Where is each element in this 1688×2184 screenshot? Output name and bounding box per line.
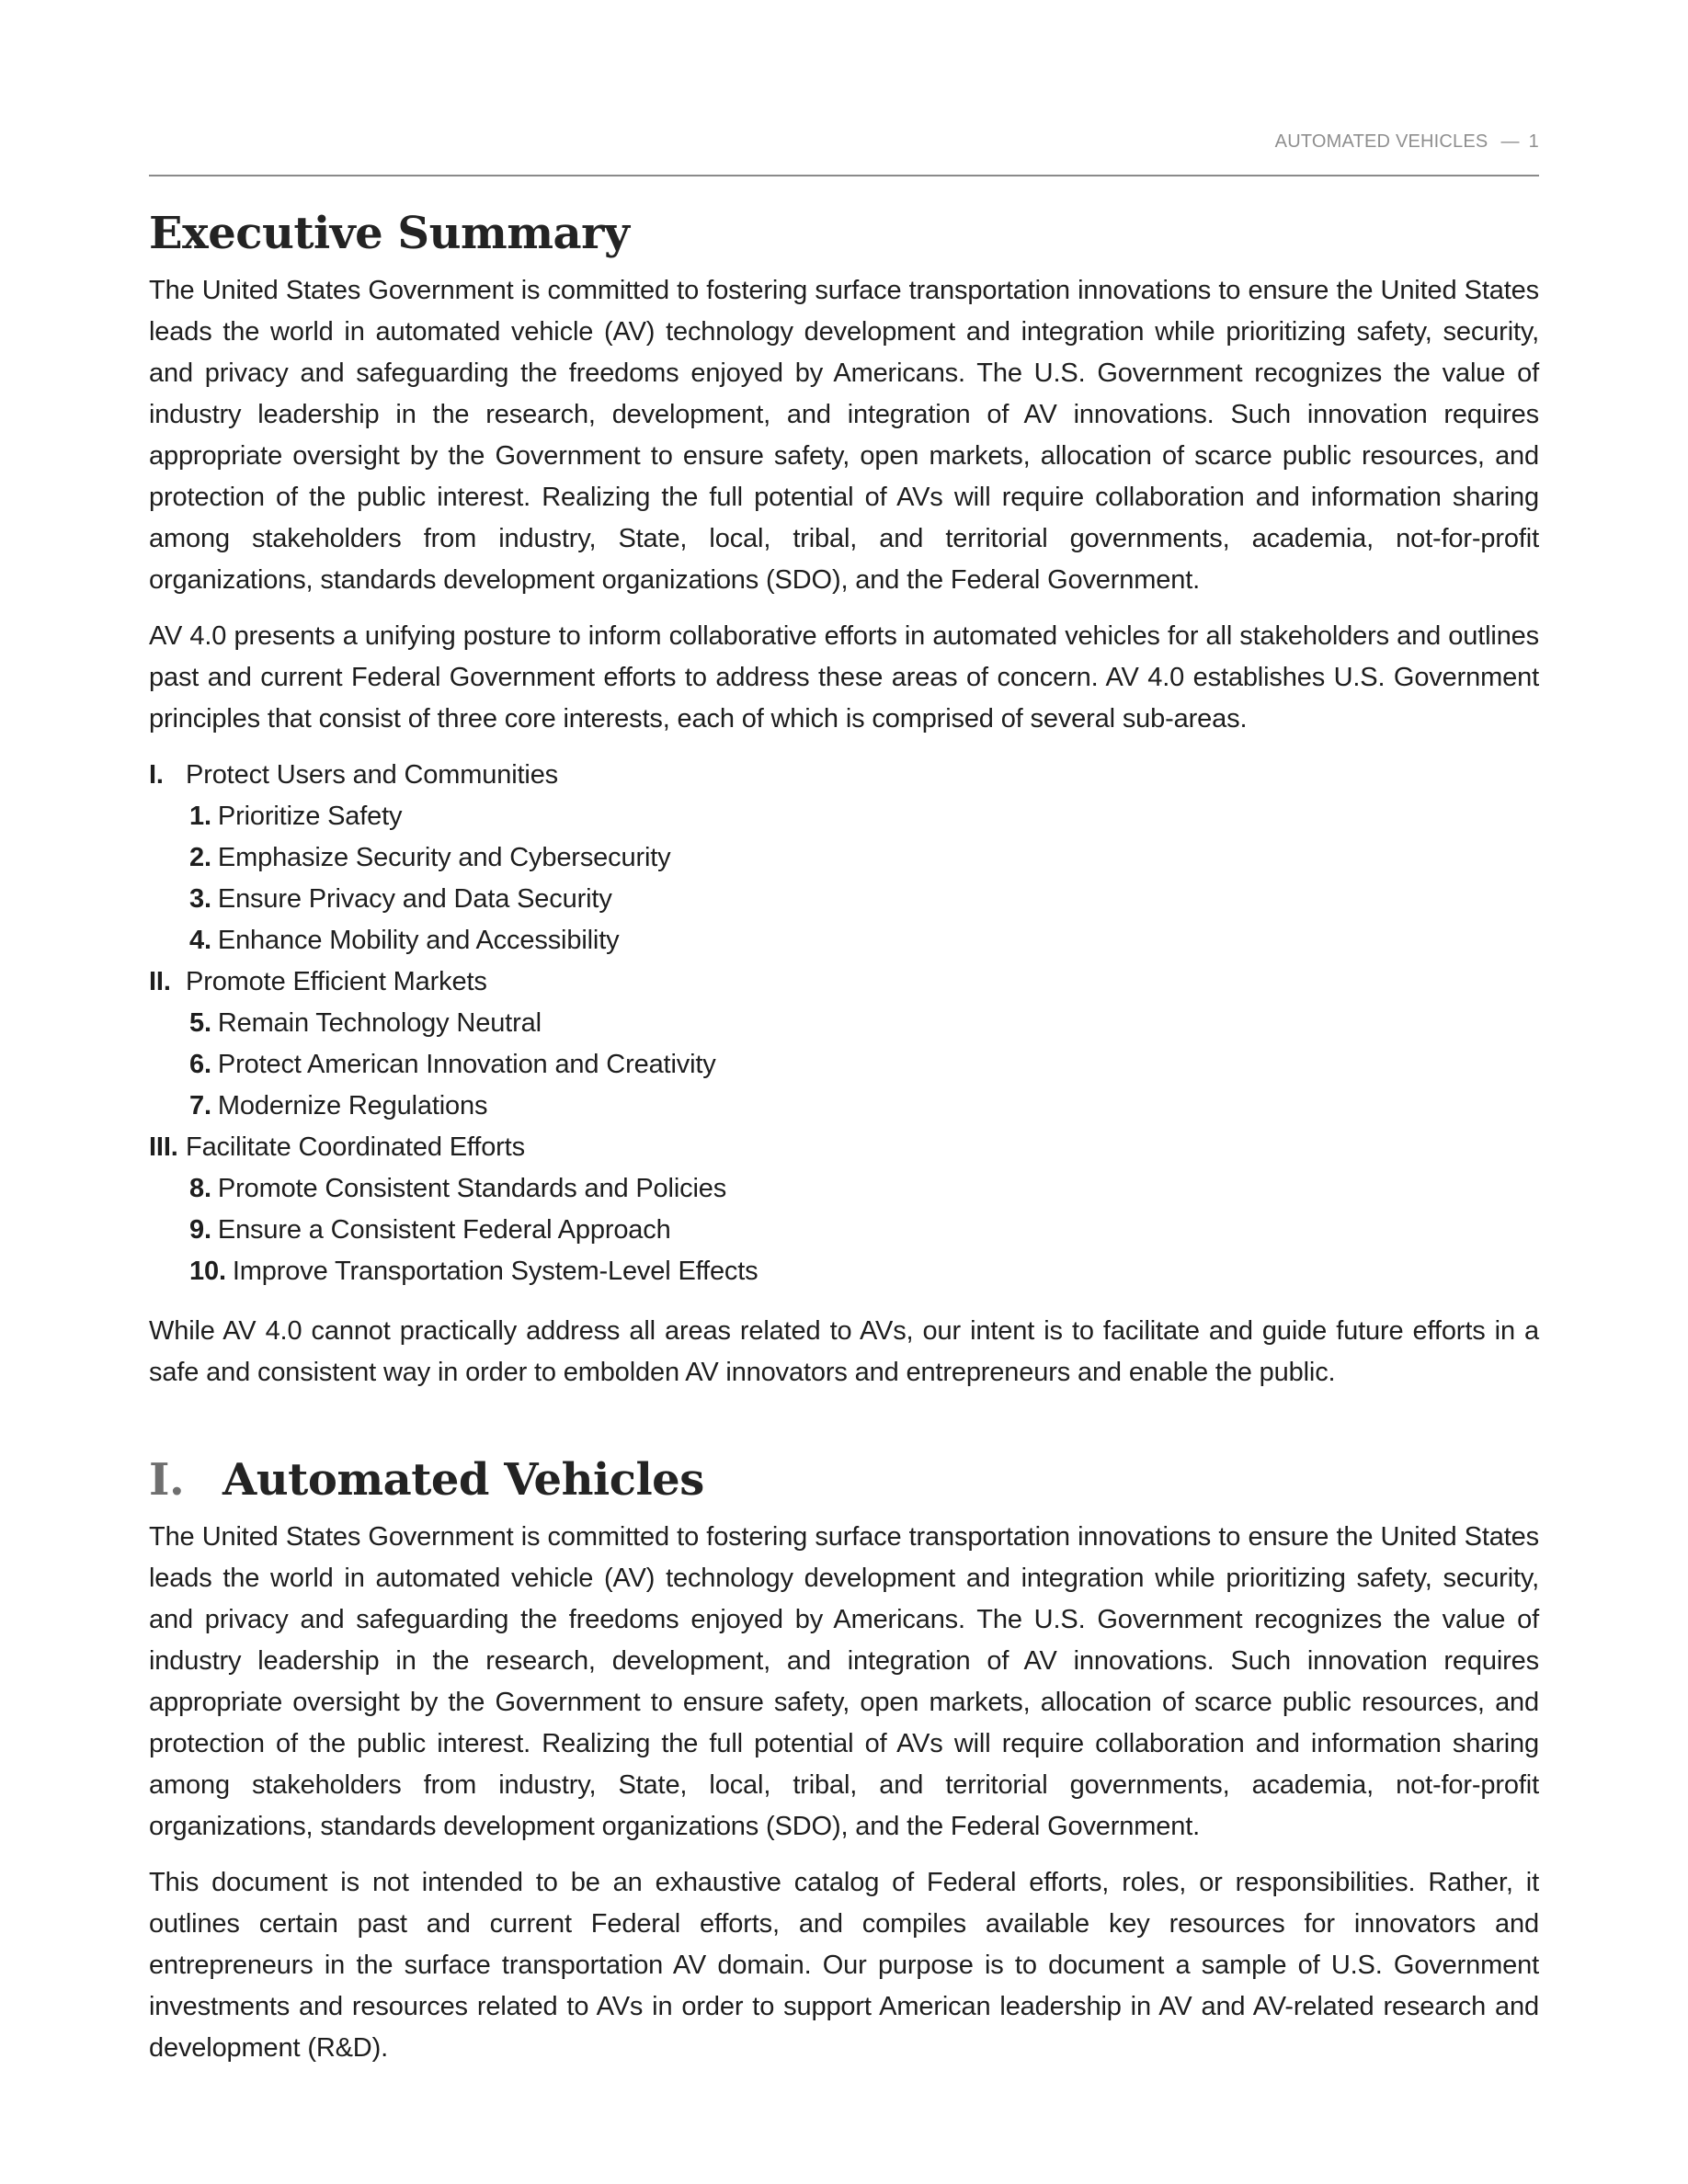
outline-label: Improve Transportation System-Level Effects bbox=[232, 1257, 758, 1286]
outline-sub-area bbox=[149, 796, 1539, 837]
running-header bbox=[1275, 131, 1539, 153]
item-number: 7. bbox=[189, 1091, 211, 1120]
section-title: Automated Vehicles bbox=[222, 1454, 704, 1506]
header-rule bbox=[149, 175, 1539, 176]
outline-sub-area bbox=[149, 1003, 1539, 1044]
roman-numeral: III. bbox=[149, 1132, 178, 1162]
outline-label: Promote Efficient Markets bbox=[186, 967, 487, 996]
item-number: 10. bbox=[189, 1257, 226, 1286]
item-number: 3. bbox=[189, 884, 211, 914]
outline-sub-area bbox=[149, 1044, 1539, 1086]
header-separator: — bbox=[1500, 131, 1520, 152]
outline-label: Promote Consistent Standards and Policies bbox=[217, 1174, 727, 1203]
item-number: 6. bbox=[189, 1050, 211, 1079]
item-number: 1. bbox=[189, 802, 211, 831]
summary-closing-paragraph: While AV 4.0 cannot practically address all areas related to AVs, our intent is to facilitate and guide future efforts in a safe and consistent way in order to embolden AV innovators and entrepreneurs and enable the public. bbox=[149, 1316, 1539, 1387]
outline-label: Emphasize Security and Cybersecurity bbox=[217, 843, 671, 872]
outline-label: Ensure a Consistent Federal Approach bbox=[217, 1215, 671, 1245]
outline-sub-area bbox=[149, 1086, 1539, 1127]
outline-label: Modernize Regulations bbox=[217, 1091, 488, 1120]
section-heading bbox=[149, 1447, 1539, 1513]
summary-paragraph: AV 4.0 presents a unifying posture to inform collaborative efforts in automated vehicles for all stakeholders and outlines past and current Federal Government efforts to address these areas of concern. AV 4.0 establishes U.S. Government principles that consist of three core interests, each of which is comprised of several sub-areas. bbox=[149, 621, 1539, 734]
summary-paragraph: The United States Government is committed to fostering surface transportation innovations to ensure the United States leads the world in automated vehicle (AV) technology development and integration while prioritizing safety, security, and privacy and safeguarding the freedoms enjoyed by Americans. The U.S. Government recognizes the value of industry leadership in the research, development, and integration of AV innovations. Such innovation requires appropriate oversight by the Government to ensure safety, open markets, allocation of scarce public resources, and protection of the public interest. Realizing the full potential of AVs will require collaboration and information sharing among stakeholders from industry, State, local, tribal, and territorial governments, academia, not-for-profit organizations, standards development organizations (SDO), and the Federal Government. bbox=[149, 276, 1539, 595]
outline-label: Ensure Privacy and Data Security bbox=[217, 884, 612, 914]
outline-label: Remain Technology Neutral bbox=[217, 1008, 542, 1038]
item-number: 9. bbox=[189, 1215, 211, 1245]
outline-sub-area bbox=[149, 1210, 1539, 1251]
item-number: 2. bbox=[189, 843, 211, 872]
roman-numeral: II. bbox=[149, 967, 171, 996]
outline-sub-area bbox=[149, 879, 1539, 920]
outline-sub-area bbox=[149, 837, 1539, 879]
executive-summary-heading: Executive Summary bbox=[149, 208, 630, 259]
principles-outline bbox=[149, 755, 1539, 1292]
item-number: 5. bbox=[189, 1008, 211, 1038]
outline-core-interest bbox=[149, 755, 1539, 796]
roman-numeral: I. bbox=[149, 760, 164, 790]
outline-label: Prioritize Safety bbox=[217, 802, 403, 831]
outline-label: Protect American Innovation and Creativity bbox=[217, 1050, 716, 1079]
outline-label: Enhance Mobility and Accessibility bbox=[217, 926, 620, 955]
outline-sub-area bbox=[149, 1251, 1539, 1292]
item-number: 4. bbox=[189, 926, 211, 955]
section-numeral: I. bbox=[149, 1454, 185, 1506]
outline-sub-area bbox=[149, 920, 1539, 961]
running-title: AUTOMATED VEHICLES bbox=[1274, 131, 1488, 152]
page-number: 1 bbox=[1528, 131, 1539, 152]
section-paragraph: The United States Government is committed to fostering surface transportation innovations to ensure the United States leads the world in automated vehicle (AV) technology development and integration while prioritizing safety, security, and privacy and safeguarding the freedoms enjoyed by Americans. The U.S. Government recognizes the value of industry leadership in the research, development, and integration of AV innovations. Such innovation requires appropriate oversight by the Government to ensure safety, open markets, allocation of scarce public resources, and protection of the public interest. Realizing the full potential of AVs will require collaboration and information sharing among stakeholders from industry, State, local, tribal, and territorial governments, academia, not-for-profit organizations, standards development organizations (SDO), and the Federal Government. bbox=[149, 1522, 1539, 1841]
outline-core-interest bbox=[149, 1127, 1539, 1168]
outline-core-interest bbox=[149, 961, 1539, 1003]
item-number: 8. bbox=[189, 1174, 211, 1203]
outline-label: Protect Users and Communities bbox=[186, 760, 559, 790]
page-content bbox=[149, 200, 1539, 2084]
section-paragraph: This document is not intended to be an exhaustive catalog of Federal efforts, roles, or responsibilities. Rather, it outlines certain past and current Federal efforts, and compiles available key resources for innovators and entrepreneurs in the surface transportation AV domain. Our purpose is to document a sample of U.S. Government investments and resources related to AVs in order to support American leadership in AV and AV-related research and development (R&D). bbox=[149, 1868, 1539, 2063]
outline-sub-area bbox=[149, 1168, 1539, 1210]
outline-label: Facilitate Coordinated Efforts bbox=[186, 1132, 525, 1162]
